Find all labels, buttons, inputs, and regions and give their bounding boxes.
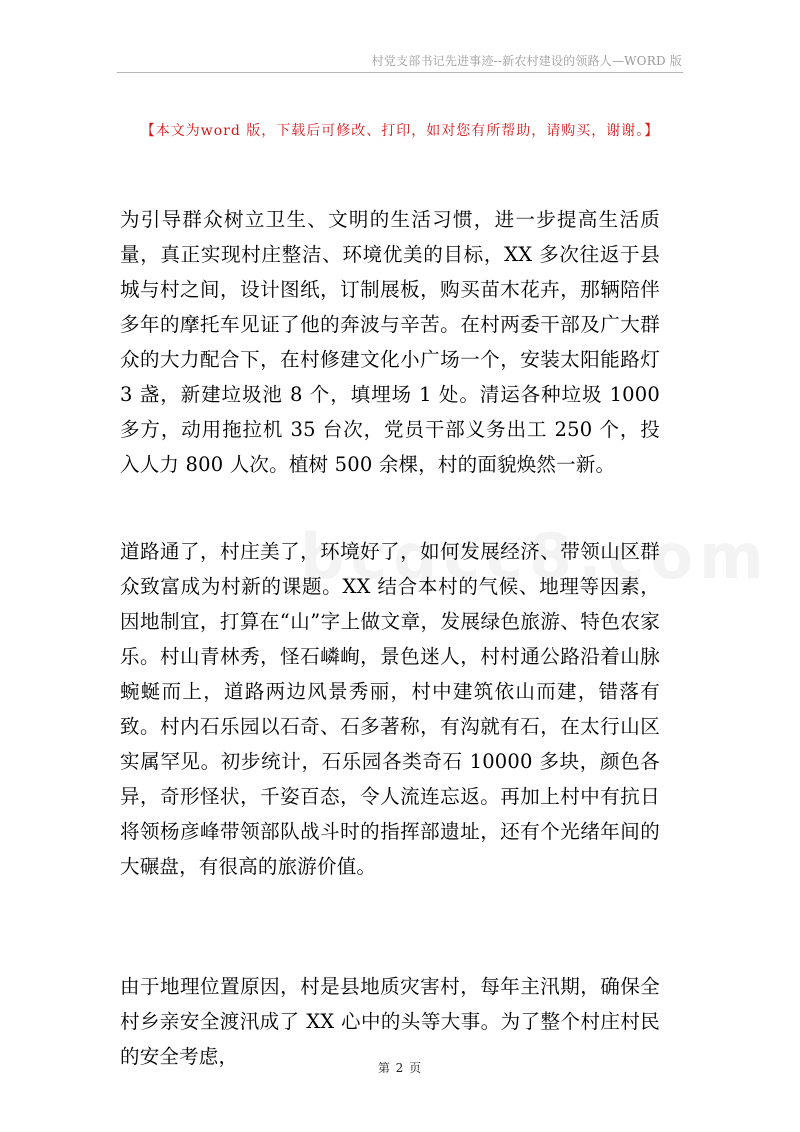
purchase-notice: 【本文为word 版，下载后可修改、打印，如对您有所帮助，请购买，谢谢。】: [140, 123, 660, 139]
body-paragraph-2: 道路通了，村庄美了，环境好了，如何发展经济、带领山区群众致富成为村新的课题。XX 结合本村的气候、地理等因素，因地制宜，打算在“山”字上做文章，发展绿色旅游、特色农家乐。村山青林秀，怪石嶙峋，景色迷人，村村通公路沿着山脉蜿蜒而上，道路两边风景秀丽，村中建筑依山而建，错落有致。村内石乐园以石奇、石多著称，有沟就有石，在太行山区实属罕见。初步统计，石乐园各类奇石 10000 多块，颜色各异，奇形怪状，千姿百态，令人流连忘返。再加上村中有抗日将领杨彦峰带领部队战斗时的指挥部遗址，还有个光绪年间的大碾盘，有很高的旅游价值。: [120, 540, 660, 878]
header-divider: [117, 72, 683, 73]
body-paragraph-3: 由于地理位置原因，村是县地质灾害村，每年主汛期，确保全村乡亲安全渡汛成了 XX 心中的头等大事。为了整个村庄村民的安全考虑，: [120, 975, 660, 1068]
body-paragraph-1: 为引导群众树立卫生、文明的生活习惯，进一步提高生活质量，真正实现村庄整洁、环境优美的目标，XX 多次往返于县城与村之间，设计图纸，订制展板，购买苗木花卉，那辆陪伴多年的摩托车见证了他的奔波与辛苦。在村两委干部及广大群众的大力配合下，在村修建文化小广场一个，安装太阳能路灯 3 盏，新建垃圾池 8 个，填埋场 1 处。清运各种垃圾 1000 多方，动用拖拉机 35 台次，党员干部义务出工 250 个，投入人力 800 人次。植树 500 余棵，村的面貌焕然一新。: [120, 208, 660, 476]
page-header-title: 村党支部书记先进事迹--新农村建设的领路人—WORD 版: [371, 54, 682, 68]
page-number: 第 2 页: [377, 1061, 423, 1075]
